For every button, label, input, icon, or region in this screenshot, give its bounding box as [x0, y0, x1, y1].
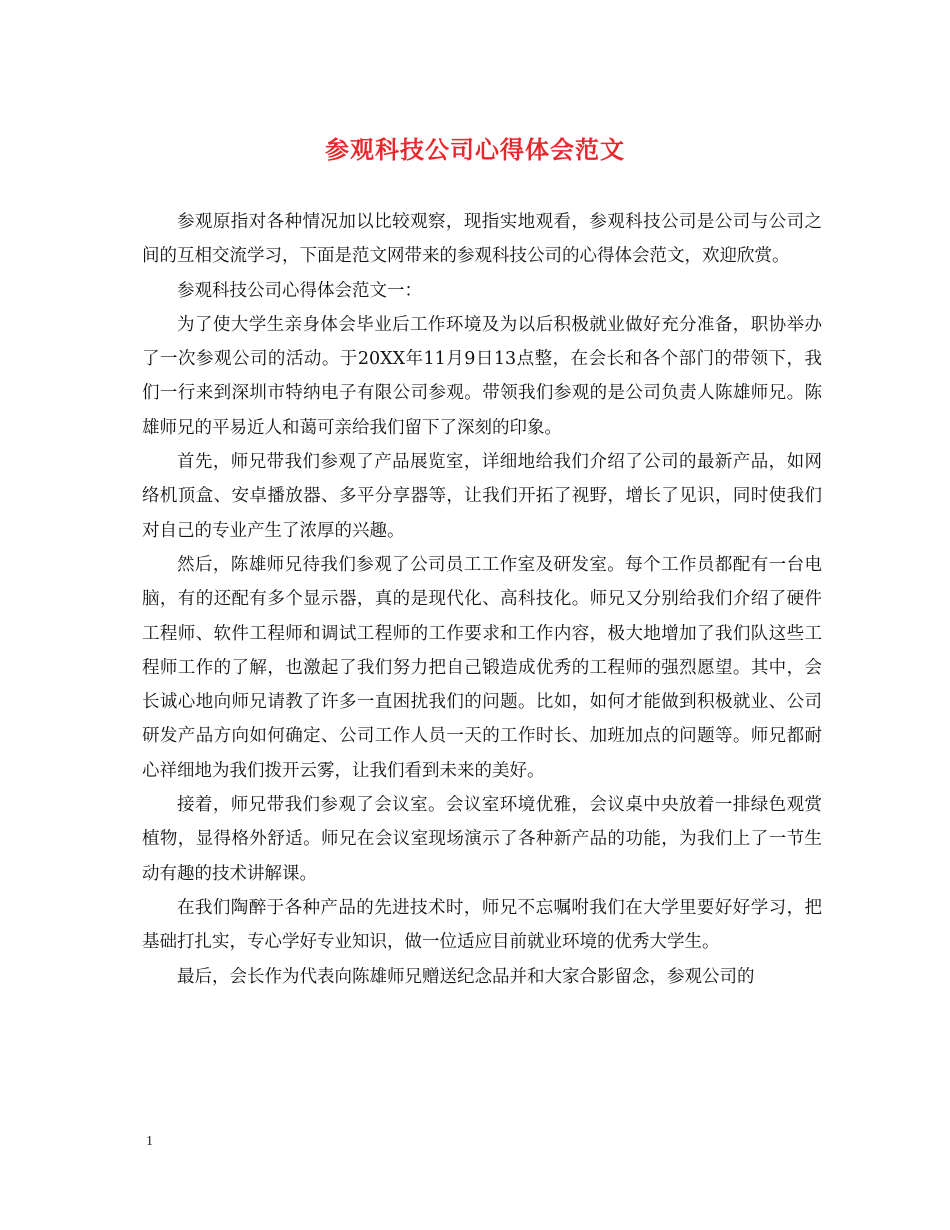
paragraph-closing: 最后，会长作为代表向陈雄师兄赠送纪念品并和大家合影留念，参观公司的: [177, 966, 755, 987]
document-title: 参观科技公司心得体会范文: [325, 135, 625, 164]
paragraph-intro: 参观原指对各种情况加以比较观察，现指实地观看，参观科技公司是公司与公司之间的互相交流学习，下面是范文网带来的参观科技公司的心得体会范文，欢迎欣赏。: [142, 212, 822, 267]
paragraph-advice: 在我们陶醉于各种产品的先进技术时，师兄不忘嘱咐我们在大学里要好好学习，把基础打扎实，专心学好专业知识，做一位适应目前就业环境的优秀大学生。: [142, 897, 822, 953]
page-number: 1: [146, 1134, 153, 1149]
paragraph-meeting-room: 接着，师兄带我们参观了会议室。会议室环境优雅，会议桌中央放着一排绿色观赏植物，显得格外舒适。师兄在会议室现场演示了各种新产品的功能，为我们上了一节生动有趣的技术讲解课。: [142, 795, 822, 884]
document-body: [142, 205, 822, 994]
paragraph-workroom: 然后，陈雄师兄待我们参观了公司员工工作室及研发室。每个工作员都配有一台电脑，有的还配有多个显示器，真的是现代化、高科技化。师兄又分别给我们介绍了硬件工程师、软件工程师和调试工程师的工作要求和工作内容，极大地增加了我们队这些工程师工作的了解，也激起了我们努力把自己锻造成优秀的工程师的强烈愿望。其中，会长诚心地向师兄请教了许多一直困扰我们的问题。比如，如何才能做到积极就业、公司研发产品方向如何确定、公司工作人员一天的工作时长、加班加点的问题等。师兄都耐心祥细地为我们拨开云雾，让我们看到未来的美好。: [142, 554, 822, 781]
paragraph-activity: 为了使大学生亲身体会毕业后工作环境及为以后积极就业做好充分准备，职协举办了一次参观公司的活动。于20XX年11月9日13点整，在会长和各个部门的带领下，我们一行来到深圳市特纳电子有限公司参观。带领我们参观的是公司负责人陈雄师兄。陈雄师兄的平易近人和蔼可亲给我们留下了深刻的印象。: [142, 314, 822, 438]
paragraph-showroom: 首先，师兄带我们参观了产品展览室，详细地给我们介绍了公司的最新产品，如网络机顶盒、安卓播放器、多平分享器等，让我们开拓了视野，增长了见识，同时使我们对自己的专业产生了浓厚的兴趣。: [142, 452, 822, 541]
paragraph-section-heading: 参观科技公司心得体会范文一：: [177, 280, 422, 301]
